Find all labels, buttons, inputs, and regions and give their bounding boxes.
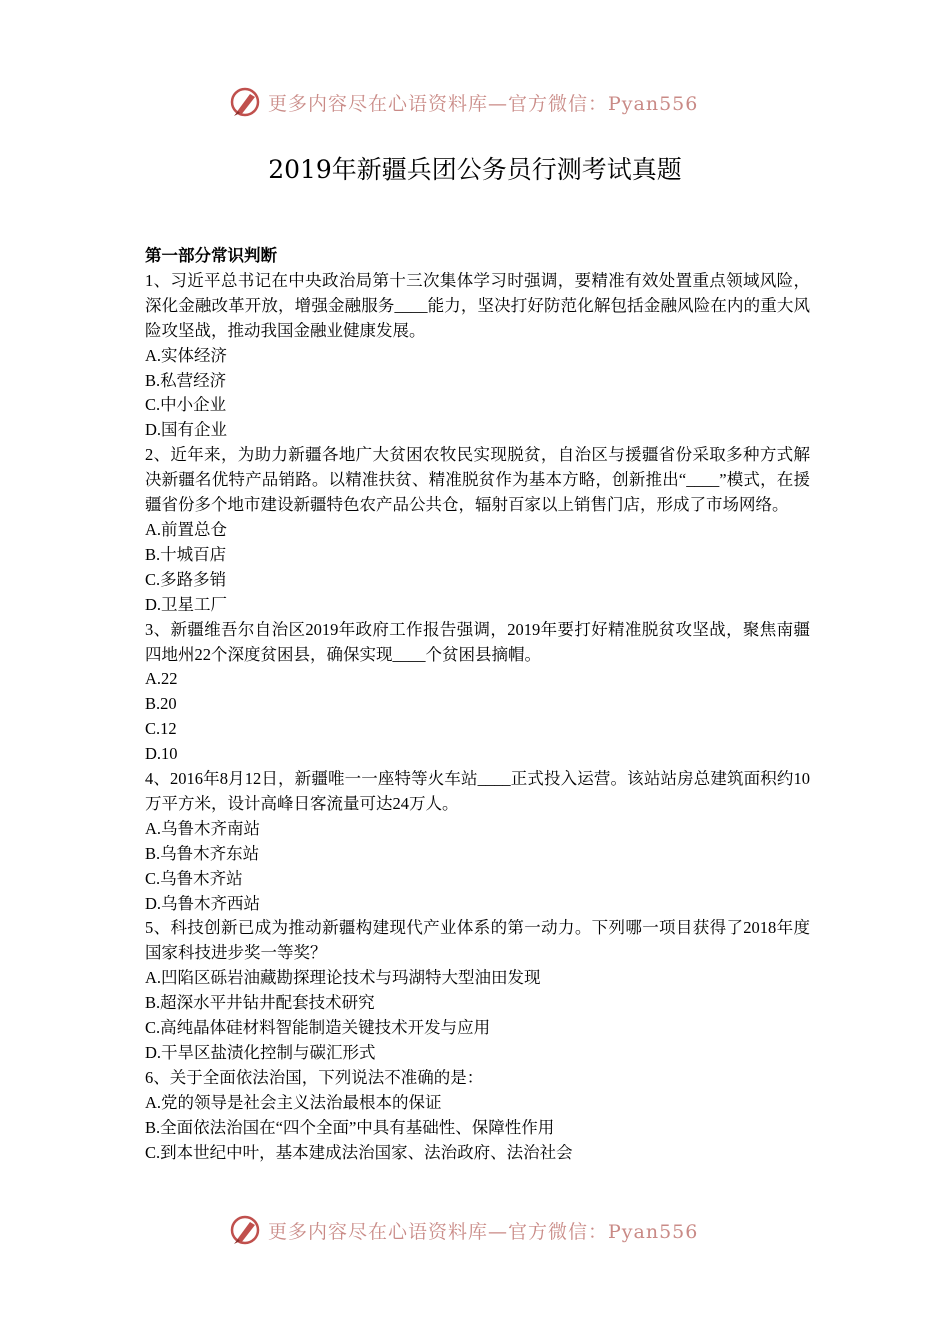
- watermark-text: 更多内容尽在心语资料库—官方微信：Pyan556: [268, 92, 699, 115]
- answer-option: D.干旱区盐渍化控制与碳汇形式: [145, 1043, 376, 1062]
- document-body: [145, 244, 810, 1166]
- answer-option: D.乌鲁木齐西站: [145, 893, 261, 913]
- answer-option: B.十城百店: [145, 544, 227, 564]
- answer-option: C.多路多销: [145, 569, 227, 589]
- answer-option: C.中小企业: [145, 395, 227, 415]
- answer-option: B.20: [145, 694, 177, 714]
- question-stem: 5、科技创新已成为推动新疆构建现代产业体系的第一动力。下列哪一项目获得了2018年度国家科技进步奖一等奖？: [145, 918, 810, 963]
- watermark-banner-top: [228, 82, 698, 122]
- answer-option: A.乌鲁木齐南站: [145, 818, 261, 838]
- answer-option: A.22: [145, 669, 178, 689]
- section-heading: 第一部分常识判断: [145, 246, 277, 265]
- answer-option: A.凹陷区砾岩油藏勘探理论技术与玛湖特大型油田发现: [145, 968, 541, 988]
- answer-option: C.到本世纪中叶，基本建成法治国家、法治政府、法治社会: [145, 1142, 573, 1162]
- question-stem: 1、习近平总书记在中央政治局第十三次集体学习时强调，要精准有效处置重点领域风险，深化金融改革开放，增强金融服务____能力，坚决打好防范化解包括金融风险在内的重大风险攻坚战，推动我国金融业健康发展。: [145, 270, 810, 340]
- pen-nib-logo-icon: [228, 85, 262, 119]
- question-stem: 3、新疆维吾尔自治区2019年政府工作报告强调，2019年要打好精准脱贫攻坚战，聚焦南疆四地州22个深度贫困县，确保实现____个贫困县摘帽。: [145, 619, 810, 664]
- answer-option: C.高纯晶体硅材料智能制造关键技术开发与应用: [145, 1018, 491, 1038]
- answer-option: C.12: [145, 719, 177, 739]
- answer-option: A.党的领导是社会主义法治最根本的保证: [145, 1092, 442, 1112]
- answer-option: B.乌鲁木齐东站: [145, 843, 260, 863]
- answer-option: B.全面依法治国在“四个全面”中具有基础性、保障性作用: [145, 1117, 555, 1137]
- answer-option: B.私营经济: [145, 370, 227, 390]
- pen-nib-logo-icon: [228, 1213, 262, 1247]
- question-stem: 2、近年来，为助力新疆各地广大贫困农牧民实现脱贫，自治区与援疆省份采取多种方式解决新疆名优特产品销路。以精准扶贫、精准脱贫作为基本方略，创新推出“____”模式，在援疆省份多个地市建设新疆特色农产品公共仓，辐射百家以上销售门店，形成了市场网络。: [145, 445, 810, 515]
- answer-option: D.卫星工厂: [145, 594, 228, 614]
- document-title: 2019年新疆兵团公务员行测考试真题: [268, 155, 682, 184]
- watermark-text: 更多内容尽在心语资料库—官方微信：Pyan556: [268, 1220, 699, 1243]
- answer-option: B.超深水平井钻井配套技术研究: [145, 993, 375, 1013]
- answer-option: C.乌鲁木齐站: [145, 868, 243, 888]
- answer-option: A.实体经济: [145, 345, 228, 365]
- answer-option: D.国有企业: [145, 420, 228, 440]
- answer-option: D.10: [145, 744, 178, 764]
- question-stem: 6、关于全面依法治国，下列说法不准确的是：: [145, 1067, 484, 1087]
- answer-option: A.前置总仓: [145, 519, 228, 539]
- watermark-banner-bottom: [228, 1210, 698, 1250]
- question-stem: 4、2016年8月12日，新疆唯一一座特等火车站____正式投入运营。该站站房总建筑面积约10万平方米，设计高峰日客流量可达24万人。: [145, 769, 810, 813]
